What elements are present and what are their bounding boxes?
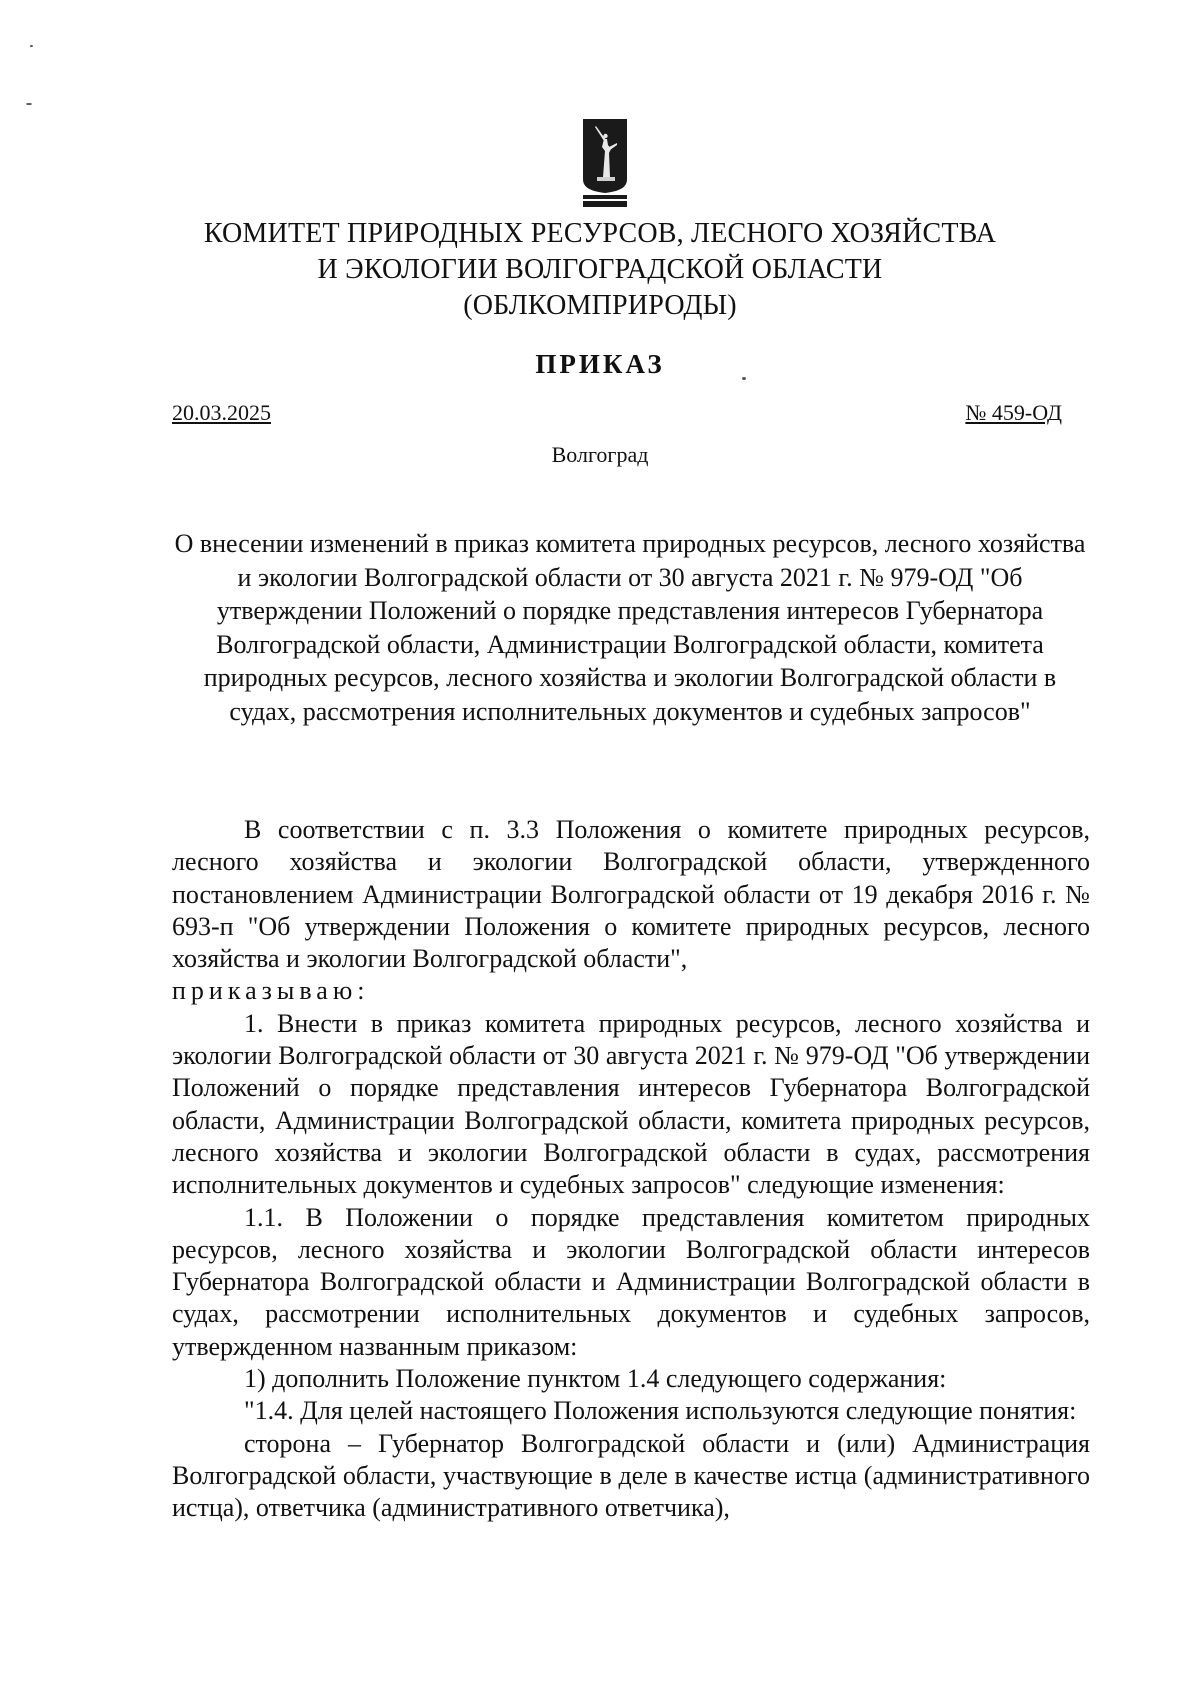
committee-line-3: (ОБЛКОМПРИРОДЫ) (463, 290, 737, 321)
item-1-paragraph: 1. Внести в приказ комитета природных ресурсов, лесного хозяйства и экологии Волгоградской области от 30 августа 2021 г. № 979-ОД "Об утверждении Положений о порядке представления интересов Губернатора Волгоградской области, Администрации Волгоградской области, комитета природных ресурсов, лесного хозяйства и экологии Волгоградской области в судах, рассмотрения исполнительных документов и судебных запросов" следующие изменения: (172, 1008, 1090, 1200)
order-title: ПРИКАЗ (535, 349, 665, 379)
committee-line-1: КОМИТЕТ ПРИРОДНЫХ РЕСУРСОВ, ЛЕСНОГО ХОЗЯЙСТВА (203, 218, 997, 249)
item-1-1-paragraph: 1.1. В Положении о порядке представления комитетом природных ресурсов, лесного хозяйства и экологии Волгоградской области интересов Губернатора Волгоградской области и Администрации Волгоградской области в судах, рассмотрении исполнительных документов и судебных запросов, утвержденном названным приказом: (172, 1202, 1090, 1361)
scan-speck (26, 103, 32, 105)
order-place: Волгоград (551, 442, 649, 467)
order-date: 20.03.2025 (172, 400, 271, 425)
order-number: № 459-ОД (965, 400, 1062, 425)
preamble-paragraph (172, 814, 1090, 975)
order-word-paragraph (172, 975, 1090, 1007)
committee-name (150, 216, 1050, 324)
scan-speck (30, 45, 33, 47)
order-subject: О внесении изменений в приказ комитета природных ресурсов, лесного хозяйства и экологии Волгоградской области от 30 августа 2021 г. № 979-ОД "Об утверждении Положений о порядке представления интересов Губернатора Волгоградской области, Администрации Волгоградской области, комитета природных ресурсов, лесного хозяйства и экологии Волгоградской области в судах, рассмотрения исполнительных документов и судебных запросов" (174, 529, 1086, 726)
volgograd-emblem-icon (581, 117, 629, 209)
preamble-text: В соответствии с п. 3.3 Положения о комитете природных ресурсов, лесного хозяйства и экологии Волгоградской области, утвержденного постановлением Администрации Волгоградской области от 19 декабря 2016 г. № 693-п "Об утверждении Положения о комитете природных ресурсов, лесного хозяйства и экологии Волгоградской области", (172, 815, 1090, 974)
definition-paragraph: сторона – Губернатор Волгоградской области и (или) Администрация Волгоградской области, участвующие в деле в качестве истца (административного истца), ответчика (административного ответчика), (172, 1428, 1090, 1523)
clause-1-4-paragraph: "1.4. Для целей настоящего Положения используются следующие понятия: (244, 1396, 1077, 1426)
order-body (172, 814, 1090, 1525)
order-word: приказываю: (172, 976, 370, 1006)
committee-line-2: И ЭКОЛОГИИ ВОЛГОГРАДСКОЙ ОБЛАСТИ (317, 254, 883, 285)
subitem-1-paragraph: 1) дополнить Положение пунктом 1.4 следующего содержания: (244, 1364, 947, 1394)
